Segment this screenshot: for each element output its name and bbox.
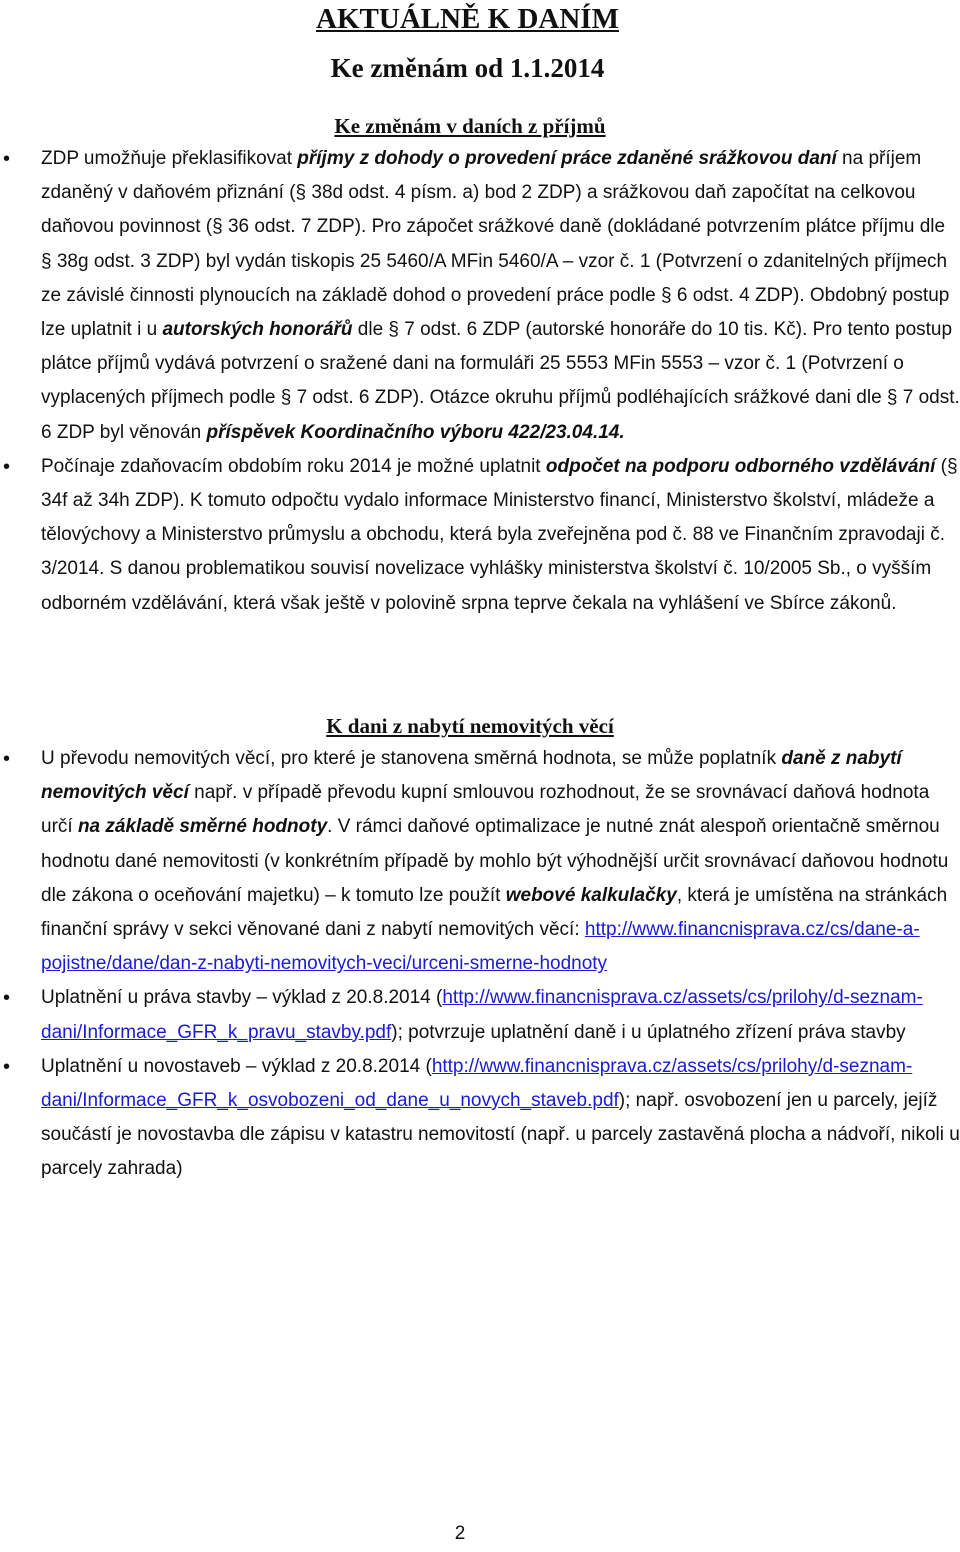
paragraph-text: ); potvrzuje uplatnění daně i u úplatného zřízení práva stavby [391,1021,906,1043]
paragraph-text: U převodu nemovitých věcí, pro které je stanovena směrná hodnota, se může poplatník [41,748,782,769]
income-tax-list [0,142,960,621]
paragraph-text: ); např. osvobození jen u parcely, jejíž součástí je novostavba dle zápisu v katastru nemovitostí (např. u parcely zastavěná plocha a nádvoří, nikoli u parcely zahrada) [41,1090,960,1180]
section-heading-property-tax: K dani z nabytí nemovitých věcí [326,714,614,738]
link-pravo-stavby[interactable]: http://www.financnisprava.cz/assets/cs/prilohy/d-seznam-dani/Informace_GFR_k_pravu_stavby.pdf [41,987,923,1043]
paragraph-text: na příjem zdaněný v daňovém přiznání (§ 38d odst. 4 písm. a) bod 2 ZDP) a srážkovou daň započítat na celkovou daňovou povinnost (§ 36 odst. 7 ZDP). Pro zápočet srážkové daně (dokládané potvrzením plátce příjmu dle § 38g odst. 3 ZDP) byl vydán tiskopis 25 5460/A MFin 5460/A – vzor č. 1 (Potvrzení o zdanitelných příjmech ze závislé činnosti plynoucích na základě dohod o provedení práce podle § 6 odst. 4 ZDP). Obdobný postup lze uplatnit i u [41,148,950,341]
emphasis-text: autorských honorářů [162,319,353,341]
list-item [0,1050,960,1187]
paragraph-text: dle § 7 odst. 6 ZDP (autorské honoráře do 10 tis. Kč). Pro tento postup plátce příjmů vydává potvrzení o sražené dani na formuláři 25 5553 MFin 5553 – vzor č. 1 (Potvrzení o vyplacených příjmech podle § 7 odst. 6 ZDP). Otázce okruhu příjmů podléhajících srážkové dani dle § 7 odst. 6 ZDP byl věnován [41,319,960,443]
property-tax-list [0,742,960,1187]
list-item [0,742,960,981]
paragraph-text: Počínaje zdaňovacím obdobím roku 2014 je možné uplatnit [41,455,546,477]
emphasis-text: daně z nabytí nemovitých věcí [41,748,902,804]
list-item [0,142,960,450]
emphasis-text: příspěvek Koordinačního výboru 422/23.04.14. [206,421,625,443]
paragraph-text: ZDP umožňuje překlasifikovat [41,148,298,169]
paragraph-text: , která je umístěna na stránkách finanční správy v sekci věnované dani z nabytí nemovitých věcí: [41,884,948,941]
emphasis-text: odpočet na podporu odborného vzdělávání [545,455,936,477]
paragraph-text: Uplatnění u práva stavby – výklad z 20.8.2014 ( [41,987,443,1009]
page-title: AKTUÁLNĚ K DANÍM [316,3,619,35]
link-smerne-hodnoty[interactable]: http://www.financnisprava.cz/cs/dane-a-pojistne/dane/dan-z-nabyti-nemovitych-veci/urceni-smerne-hodnoty [41,919,920,975]
paragraph-text: Uplatnění u novostaveb – výklad z 20.8.2014 ( [41,1055,432,1077]
list-item [0,981,960,1049]
emphasis-text: webové kalkulačky [505,884,677,906]
paragraph-text: . V rámci daňové optimalizace je nutné znát alespoň orientačně směrnou hodnotu dané nemovitosti (v konkrétním případě by mohlo být výhodnější určit srovnávací daňovou hodnotu dle zákona o oceňování majetku) – k tomuto lze použít [41,816,949,906]
page-number: 2 [454,1523,466,1544]
paragraph-text: (§ 34f až 34h ZDP). K tomuto odpočtu vydalo informace Ministerstvo financí, Ministerstvo školství, mládeže a tělovýchovy a Ministerstvo průmyslu a obchodu, která byla zveřejněna pod č. 88 ve Finančním zpravodaji č. 3/2014. S danou problematikou souvisí novelizace vyhlášky ministerstva školství č. 10/2005 Sb., o vyšším odborném vzdělávání, která však ještě v polovině srpna teprve čekala na vyhlášení ve Sbírce zákonů. [41,455,958,614]
page-subtitle: Ke změnám od 1.1.2014 [330,53,605,83]
link-novostavby[interactable]: http://www.financnisprava.cz/assets/cs/prilohy/d-seznam-dani/Informace_GFR_k_osvobozeni_od_dane_u_novych_staveb.pdf [41,1055,913,1112]
paragraph-text: např. v případě převodu kupní smlouvou rozhodnout, že se srovnávací daňová hodnota určí [41,782,930,838]
list-item [0,450,960,621]
section-heading-income-tax: Ke změnám v daních z příjmů [334,114,606,138]
emphasis-text: příjmy z dohody o provedení práce zdaněné srážkovou daní [297,148,837,169]
emphasis-text: na základě směrné hodnoty [77,816,328,838]
